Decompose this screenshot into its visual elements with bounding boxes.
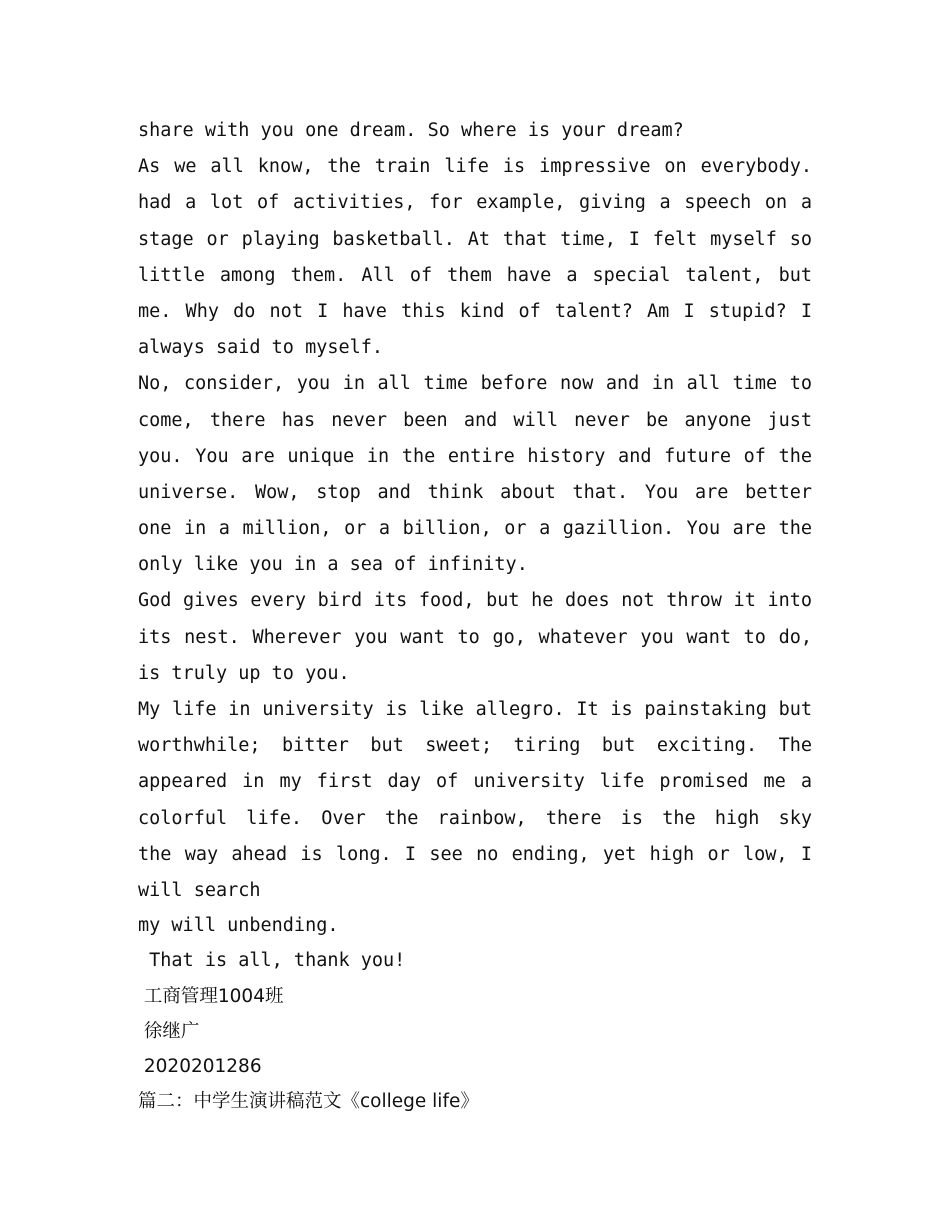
student-id-line: 2020201286 xyxy=(138,1055,262,1077)
text-line: God gives every bird its food, but he does not throw it into xyxy=(138,590,812,612)
text-line: worthwhile; bitter but sweet; tiring but exciting. The xyxy=(138,735,812,757)
text-line: share with you one dream. So where is your dream? xyxy=(138,120,684,141)
text-line: will search xyxy=(138,879,261,901)
text-line: one in a million, or a billion, or a gazillion. You are the xyxy=(138,518,812,540)
text-line: stage or playing basketball. At that time, I felt myself so xyxy=(138,228,812,250)
text-line: me. Why do not I have this kind of talent? Am I stupid? I xyxy=(138,300,812,322)
text-line: only like you in a sea of infinity. xyxy=(138,554,528,576)
text-line: always said to myself. xyxy=(138,337,384,359)
text-line: the way ahead is long. I see no ending, yet high or low, I xyxy=(138,843,812,865)
text-line: My life in university is like allegro. It is painstaking but xyxy=(138,699,812,720)
text-line: my will unbending. xyxy=(138,915,339,937)
text-line: universe. Wow, stop and think about that. You are better xyxy=(138,481,812,503)
text-line: little among them. All of them have a special talent, but xyxy=(138,264,812,286)
section-heading: 篇二：中学生演讲稿范文《college life》 xyxy=(138,1091,479,1113)
document-body xyxy=(138,113,812,1119)
text-line: had a lot of activities, for example, giving a speech on a xyxy=(138,192,812,214)
text-line: you. You are unique in the entire history and future of the xyxy=(138,445,812,467)
text-line: is truly up to you. xyxy=(138,662,350,684)
class-name-line: 工商管理1004班 xyxy=(138,985,284,1007)
author-name-line: 徐继广 xyxy=(138,1020,200,1042)
text-line: appeared in my first day of university life promised me a xyxy=(138,771,812,793)
text-line: As we all know, the train life is impressive on everybody. xyxy=(138,156,812,178)
text-line: No, consider, you in all time before now and in all time to xyxy=(138,373,812,395)
text-line: its nest. Wherever you want to go, whatever you want to do, xyxy=(138,626,812,648)
text-line: come, there has never been and will never be anyone just xyxy=(138,409,812,431)
text-line: That is all, thank you! xyxy=(138,950,406,972)
text-line: colorful life. Over the rainbow, there is the high sky xyxy=(138,807,812,829)
